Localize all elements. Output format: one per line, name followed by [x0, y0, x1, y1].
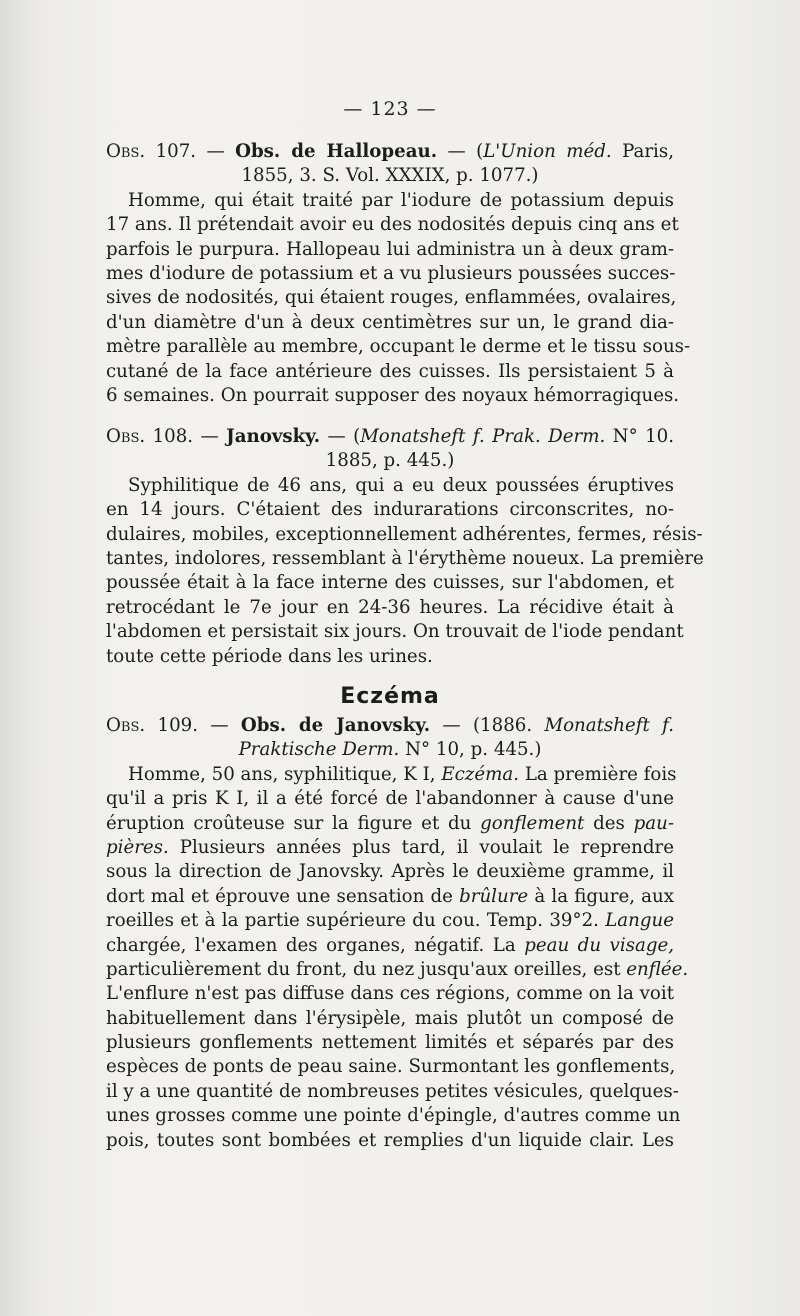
obs108-line: dulaires, mobiles, exceptionnellement adhérentes, fermes, résis- [106, 523, 703, 545]
obs108-line: l'abdomen et persistait six jours. On trouvait de l'iode pendant [106, 621, 684, 643]
obs107-heading: Obs. 107. — Obs. de Hallopeau. — (L'Union méd. Paris, [106, 141, 674, 162]
obs108-line: retrocédant le 7e jour en 24-36 heures. La récidive était à [106, 596, 674, 618]
obs109-line: chargée, l'examen des organes, négatif. La peau du visage, [106, 934, 675, 956]
obs109-line: qu'il a pris K I, il a été forcé de l'abandonner à cause d'une [106, 788, 674, 810]
section-title: Eczéma [340, 684, 440, 709]
obs109-heading: Obs. 109. — Obs. de Janovsky. — (1886. Monatsheft f. [106, 715, 674, 736]
obs107-line: parfois le purpura. Hallopeau lui administra un à deux gram- [106, 238, 674, 260]
obs109-line: unes grosses comme une pointe d'épingle, d'autres comme un [106, 1105, 681, 1127]
obs108-line: en 14 jours. C'étaient des indurarations circonscrites, no- [106, 499, 674, 521]
obs108-line: tantes, indolores, ressemblant à l'érythème noueux. La première [106, 547, 704, 569]
obs109-line: habituellement dans l'érysipèle, mais plutôt un composé de [106, 1007, 674, 1029]
obs107-line: d'un diamètre d'un à deux centimètres sur un, le grand dia- [106, 311, 674, 333]
obs109-line: roeilles et à la partie supérieure du cou. Temp. 39°2. Langue [106, 910, 674, 932]
obs107-line: 6 semaines. On pourrait supposer des noyaux hémorragiques. [106, 384, 680, 406]
obs108-line: toute cette période dans les urines. [106, 645, 433, 667]
obs109-line: il y a une quantité de nombreuses petites vésicules, quelques- [106, 1080, 679, 1102]
obs109-line: sous la direction de Janovsky. Après le deuxième gramme, il [106, 861, 674, 883]
obs107-reference: 1855, 3. S. Vol. XXXIX, p. 1077.) [241, 165, 539, 187]
observation-108 [106, 425, 704, 669]
obs107-line: sives de nodosités, qui étaient rouges, enflammées, ovalaires, [106, 287, 677, 309]
obs108-reference: 1885, p. 445.) [325, 450, 455, 472]
obs109-line: L'enflure n'est pas diffuse dans ces régions, comme on la voit [106, 983, 674, 1005]
section-eczema [106, 680, 689, 1153]
obs107-line: Homme, qui était traité par l'iodure de potassium depuis [128, 189, 674, 211]
obs108-line: Syphilitique de 46 ans, qui a eu deux poussées éruptives [128, 474, 674, 496]
observation-107 [106, 140, 691, 408]
obs109-line: espèces de ponts de peau saine. Surmontant les gonflements, [106, 1056, 676, 1078]
page-number: — 123 — [343, 98, 437, 120]
obs107-line: cutané de la face antérieure des cuisses. Ils persistaient 5 à [106, 360, 674, 382]
obs107-line: mètre parallèle au membre, occupant le derme et le tissu sous- [106, 336, 691, 358]
obs109-line: Homme, 50 ans, syphilitique, K I, Eczéma. La première fois [128, 763, 677, 785]
obs107-line: 17 ans. Il prétendait avoir eu des nodosités depuis cinq ans et [106, 214, 679, 236]
obs107-line: mes d'iodure de potassium et a vu plusieurs poussées succes- [106, 262, 676, 284]
obs109-line: plusieurs gonflements nettement limités et séparés par des [106, 1032, 674, 1054]
obs109-line: pois, toutes sont bombées et remplies d'un liquide clair. Les [106, 1129, 674, 1151]
obs108-line: poussée était à la face interne des cuisses, sur l'abdomen, et [106, 572, 674, 594]
obs109-line: particulièrement du front, du nez jusqu'aux oreilles, est enflée. [106, 958, 689, 980]
obs109-line: dort mal et éprouve une sensation de brûlure à la figure, aux [106, 885, 674, 907]
obs109-reference: Praktische Derm. N° 10, p. 445.) [238, 739, 542, 761]
obs109-line: pières. Plusieurs années plus tard, il voulait le reprendre [106, 836, 674, 858]
obs109-line: éruption croûteuse sur la figure et du gonflement des pau- [106, 812, 674, 834]
obs108-heading: Obs. 108. — Janovsky. — (Monatsheft f. Prak. Derm. N° 10. [106, 426, 674, 447]
